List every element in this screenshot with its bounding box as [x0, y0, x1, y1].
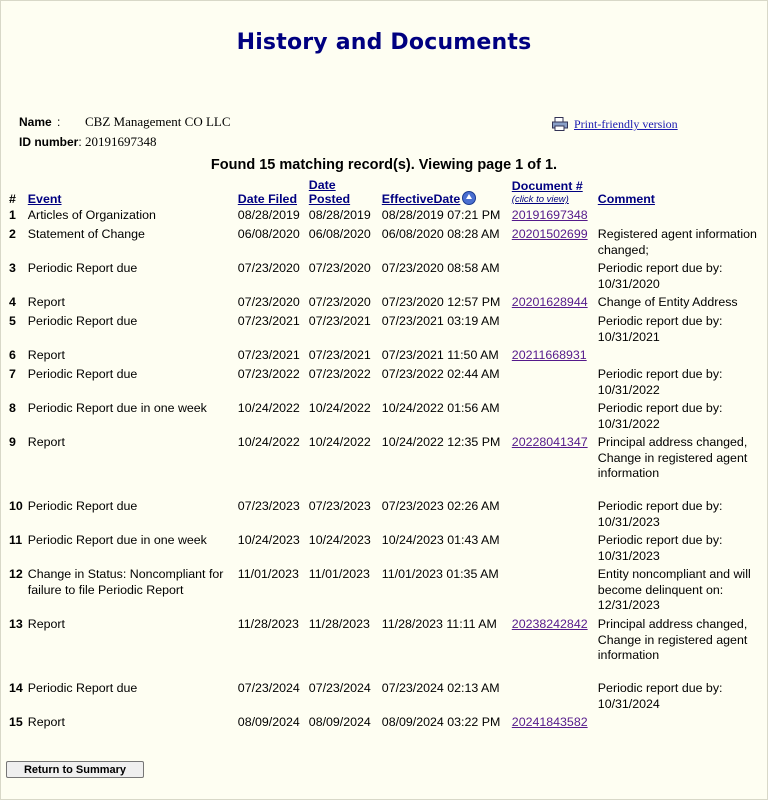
row-effective-date: 07/23/2023 02:26 AM [381, 499, 500, 513]
row-date-filed: 06/08/2020 [237, 227, 300, 241]
history-table [6, 178, 767, 734]
col-header-effective-date[interactable]: EffectiveDate [381, 192, 461, 206]
row-comment: Principal address changed, Change in registered agent information [597, 617, 748, 662]
row-number: 5 [9, 314, 16, 328]
row-date-filed: 07/23/2022 [237, 367, 300, 381]
return-to-summary-button[interactable]: Return to Summary [6, 761, 144, 778]
table-row [6, 533, 767, 567]
row-date-filed: 10/24/2023 [237, 533, 300, 547]
table-header-row [6, 178, 767, 208]
row-effective-date: 07/23/2020 12:57 PM [381, 295, 501, 309]
row-effective-date: 10/24/2023 01:43 AM [381, 533, 500, 547]
row-date-filed: 07/23/2024 [237, 681, 300, 695]
id-value: 20191697348 [85, 134, 157, 149]
row-date-filed: 07/23/2020 [237, 295, 300, 309]
row-date-filed: 11/01/2023 [237, 567, 299, 581]
row-document [509, 348, 595, 367]
row-effective-date: 07/23/2020 08:58 AM [381, 261, 500, 275]
row-effective-date: 06/08/2020 08:28 AM [381, 227, 500, 241]
table-row [6, 295, 767, 314]
row-number: 13 [9, 617, 23, 631]
entity-name-row: Name : CBZ Management CO LLC [19, 114, 231, 129]
document-link[interactable]: 20228041347 [511, 435, 588, 449]
row-comment: Principal address changed, Change in registered agent information [597, 435, 748, 480]
row-date-filed: 10/24/2022 [237, 435, 300, 449]
row-document [509, 499, 595, 533]
row-comment [595, 715, 767, 734]
row-number: 9 [9, 435, 16, 449]
row-comment [595, 208, 767, 227]
table-row [6, 401, 767, 435]
row-date-posted: 07/23/2020 [308, 261, 371, 275]
row-comment: Periodic report due by: 10/31/2021 [597, 314, 723, 344]
row-effective-date: 07/23/2021 03:19 AM [381, 314, 500, 328]
row-document [509, 367, 595, 401]
row-number: 3 [9, 261, 16, 275]
row-document [509, 314, 595, 348]
row-event: Report [27, 715, 65, 729]
row-date-posted: 07/23/2023 [308, 499, 371, 513]
sort-ascending-icon[interactable] [462, 191, 476, 205]
row-comment: Periodic report due by: 10/31/2024 [597, 681, 723, 711]
row-effective-date: 10/24/2022 01:56 AM [381, 401, 500, 415]
page-title: History and Documents [236, 30, 532, 55]
row-number: 11 [9, 533, 23, 547]
row-effective-date: 11/01/2023 01:35 AM [381, 567, 499, 581]
row-number: 7 [9, 367, 16, 381]
row-date-posted: 11/01/2023 [308, 567, 370, 581]
row-number: 2 [9, 227, 16, 241]
table-row [6, 227, 767, 261]
row-date-filed: 07/23/2020 [237, 261, 300, 275]
row-comment: Periodic report due by: 10/31/2023 [597, 499, 723, 529]
row-date-posted: 07/23/2024 [308, 681, 371, 695]
row-number: 12 [9, 567, 23, 581]
row-event: Periodic Report due [27, 261, 138, 275]
row-effective-date: 10/24/2022 12:35 PM [381, 435, 501, 449]
row-event: Articles of Organization [27, 208, 156, 222]
row-date-filed: 07/23/2021 [237, 348, 300, 362]
row-document [509, 261, 595, 295]
row-document [509, 567, 595, 617]
table-row [6, 367, 767, 401]
print-friendly-label[interactable]: Print-friendly version [574, 117, 678, 131]
row-document [509, 208, 595, 227]
row-date-filed: 07/23/2023 [237, 499, 300, 513]
col-header-date-posted[interactable]: Date Posted [308, 178, 351, 206]
row-date-filed: 08/09/2024 [237, 715, 300, 729]
row-comment: Periodic report due by: 10/31/2023 [597, 533, 723, 563]
row-document [509, 715, 595, 734]
row-comment: Periodic report due by: 10/31/2022 [597, 367, 723, 397]
table-row [6, 567, 767, 617]
row-date-filed: 07/23/2021 [237, 314, 300, 328]
row-date-posted: 07/23/2021 [308, 348, 371, 362]
row-event: Periodic Report due [27, 499, 138, 513]
document-link[interactable]: 20191697348 [511, 208, 588, 222]
row-effective-date: 07/23/2021 11:50 AM [381, 348, 499, 362]
row-effective-date: 11/28/2023 11:11 AM [381, 617, 497, 631]
row-effective-date: 07/23/2022 02:44 AM [381, 367, 500, 381]
row-event: Report [27, 295, 65, 309]
table-row [6, 348, 767, 367]
row-number: 8 [9, 401, 16, 415]
row-date-posted: 07/23/2021 [308, 314, 371, 328]
table-row [6, 261, 767, 295]
row-event: Report [27, 348, 65, 362]
row-date-filed: 10/24/2022 [237, 401, 300, 415]
entity-id-row: ID number: 20191697348 [19, 134, 157, 149]
col-header-num: # [9, 192, 16, 206]
row-number: 14 [9, 681, 23, 695]
row-date-posted: 07/23/2022 [308, 367, 371, 381]
row-date-posted: 11/28/2023 [308, 617, 370, 631]
row-event: Change in Status: Noncompliant for failure to file Periodic Report [27, 567, 224, 597]
row-comment: Entity noncompliant and will become delinquent on: 12/31/2023 [597, 567, 751, 612]
row-document [509, 681, 595, 715]
row-effective-date: 07/23/2024 02:13 AM [381, 681, 500, 695]
row-date-posted: 10/24/2022 [308, 435, 371, 449]
row-number: 4 [9, 295, 16, 309]
document-link[interactable]: 20201502699 [511, 227, 588, 241]
row-date-posted: 07/23/2020 [308, 295, 371, 309]
printer-icon [552, 117, 568, 135]
row-event: Periodic Report due [27, 681, 138, 695]
row-number: 10 [9, 499, 23, 513]
row-document [509, 617, 595, 681]
found-records-text: Found 15 matching record(s). Viewing page 1 of 1. [210, 157, 558, 173]
row-effective-date: 08/09/2024 03:22 PM [381, 715, 501, 729]
table-row [6, 617, 767, 681]
row-number: 1 [9, 208, 16, 222]
document-link[interactable]: 20201628944 [511, 295, 588, 309]
row-comment: Periodic report due by: 10/31/2020 [597, 261, 723, 291]
row-document [509, 401, 595, 435]
row-event: Periodic Report due in one week [27, 533, 207, 547]
row-comment: Registered agent information changed; [597, 227, 757, 257]
row-document [509, 227, 595, 261]
document-link[interactable]: 20211668931 [511, 348, 587, 362]
table-row [6, 435, 767, 499]
row-date-posted: 06/08/2020 [308, 227, 371, 241]
row-event: Periodic Report due [27, 367, 138, 381]
row-date-posted: 08/28/2019 [308, 208, 371, 222]
row-date-filed: 08/28/2019 [237, 208, 300, 222]
row-comment: Change of Entity Address [597, 295, 738, 309]
row-document [509, 533, 595, 567]
row-date-posted: 08/09/2024 [308, 715, 371, 729]
document-link[interactable]: 20238242842 [511, 617, 588, 631]
row-event: Periodic Report due [27, 314, 138, 328]
row-event: Periodic Report due in one week [27, 401, 207, 415]
table-row [6, 208, 767, 227]
print-friendly-link[interactable] [552, 117, 678, 135]
row-date-filed: 11/28/2023 [237, 617, 299, 631]
row-date-posted: 10/24/2023 [308, 533, 371, 547]
row-document [509, 295, 595, 314]
row-number: 15 [9, 715, 23, 729]
name-label: Name [19, 115, 52, 129]
click-to-view-hint: (click to view) [511, 194, 569, 205]
col-header-document[interactable]: Document # [511, 179, 583, 193]
row-number: 6 [9, 348, 16, 362]
col-header-comment[interactable]: Comment [597, 192, 655, 206]
document-link[interactable]: 20241843582 [511, 715, 588, 729]
row-event: Report [27, 435, 65, 449]
row-comment: Periodic report due by: 10/31/2022 [597, 401, 723, 431]
row-effective-date: 08/28/2019 07:21 PM [381, 208, 501, 222]
table-row [6, 715, 767, 734]
row-event: Report [27, 617, 65, 631]
table-row [6, 314, 767, 348]
row-document [509, 435, 595, 499]
table-row [6, 499, 767, 533]
id-label: ID number [19, 135, 79, 149]
row-event: Statement of Change [27, 227, 145, 241]
col-header-date-filed[interactable]: Date Filed [237, 192, 298, 206]
name-value: CBZ Management CO LLC [85, 114, 231, 129]
row-date-posted: 10/24/2022 [308, 401, 371, 415]
table-row [6, 681, 767, 715]
row-comment [595, 348, 767, 367]
col-header-event[interactable]: Event [27, 192, 62, 206]
